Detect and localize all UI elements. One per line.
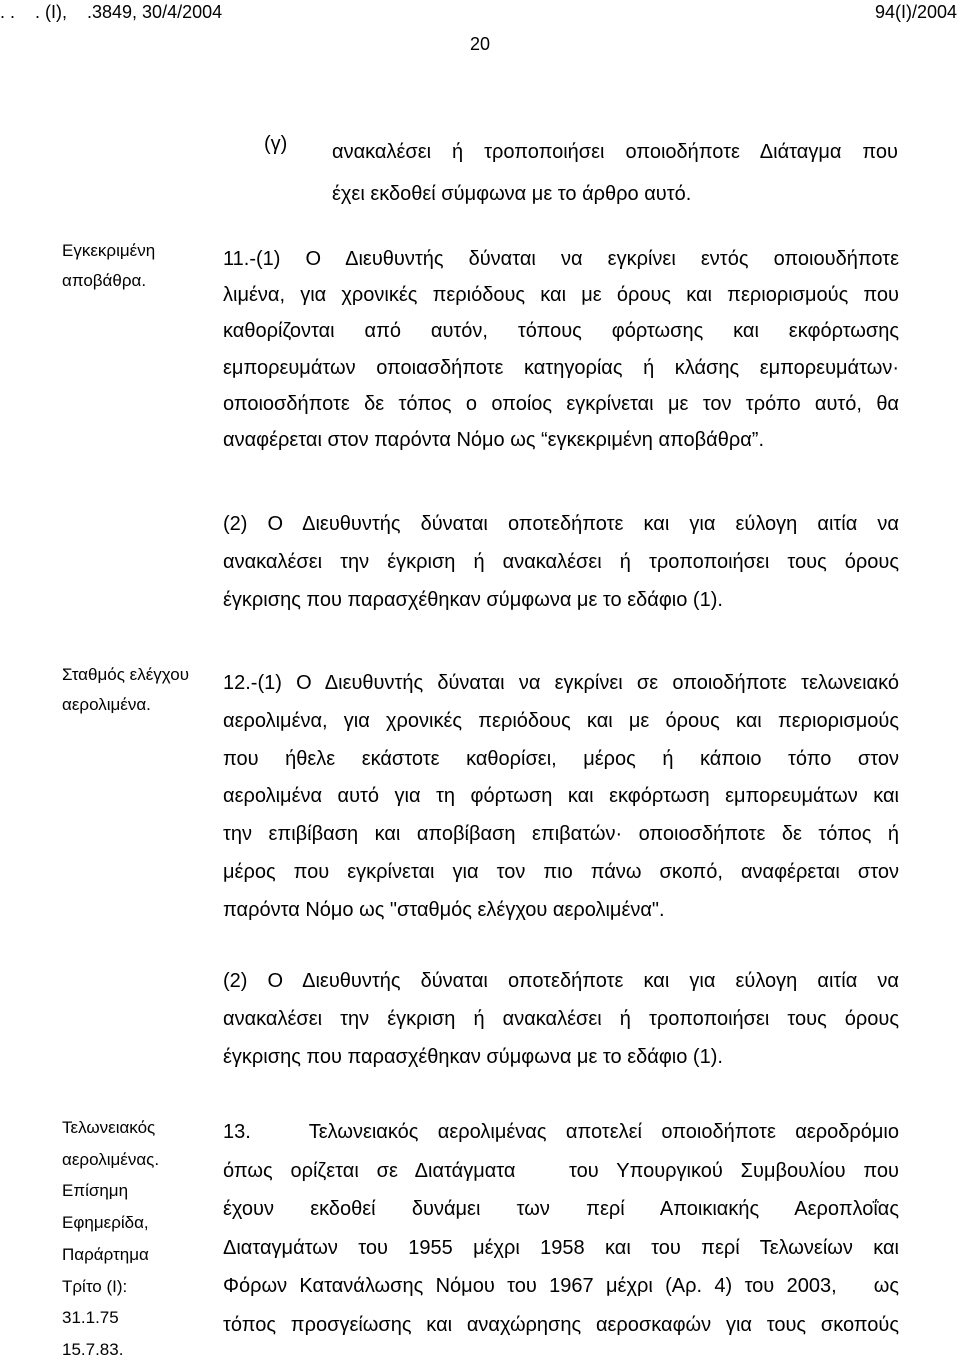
marginal-line: Τελωνειακός xyxy=(62,1118,156,1137)
text-line: Διαταγμάτων του 1955 μέχρι 1958 και του περί Τελωνείων και xyxy=(223,1236,899,1259)
header-law-number: 94(Ι)/2004 xyxy=(874,2,957,22)
text-line: τόπος προσγείωσης και αναχώρησης αεροσκαφών για τους σκοπούς xyxy=(223,1313,899,1336)
marginal-line: Εφημερίδα, xyxy=(62,1213,149,1233)
section-13-paragraph-1 xyxy=(223,1113,899,1345)
marginal-line: αερολιμένα. xyxy=(62,695,151,714)
marginal-line: Σταθμός ελέγχου xyxy=(62,665,189,684)
marginal-line: 31.1.75 xyxy=(62,1308,119,1328)
text-line: 11.-(1) Ο Διευθυντής δύναται να εγκρίνει εντός οποιουδήποτε xyxy=(223,248,899,270)
marginal-line: Τρίτο (Ι): xyxy=(62,1276,128,1296)
text-line: όπως ορίζεται σε Διατάγματα του Υπουργικού Συμβουλίου που xyxy=(223,1159,899,1182)
marginal-line: αερολιμένας. xyxy=(62,1149,160,1169)
text-line: εμπορευμάτων οποιασδήποτε κατηγορίας ή κλάσης εμπορευμάτων· xyxy=(223,356,899,379)
text-line: έχει εκδοθεί σύμφωνα με το άρθρο αυτό. xyxy=(332,183,692,205)
text-line: έγκρισης που παρασχέθηκαν σύμφωνα με το εδάφιο (1). xyxy=(223,589,723,611)
text-line: οποιοσδήποτε δε τόπος ο οποίος εγκρίνεται με τον τρόπο αυτό, θα xyxy=(223,392,899,415)
text-line: ανακαλέσει ή τροποποιήσει οποιοδήποτε Διάταγμα που xyxy=(332,141,898,163)
section-12-paragraph-2 xyxy=(223,962,899,1076)
section-12-paragraph-1 xyxy=(223,665,899,930)
text-line: μέρος που εγκρίνεται για τον πιο πάνω σκοπό, αναφέρεται στον xyxy=(223,860,899,883)
marginal-line: Παράρτημα xyxy=(62,1244,149,1264)
item-g-text xyxy=(332,131,898,215)
text-line: καθορίζονται από αυτόν, τόπους φόρτωσης και εκφόρτωσης xyxy=(223,320,899,343)
text-line: που ήθελε εκάστοτε καθορίσει, μέρος ή κάποιο τόπο στον xyxy=(223,747,899,770)
item-g-label: (γ) xyxy=(264,133,288,155)
header-reference: . . . (Ι), .3849, 30/4/2004 xyxy=(0,2,223,22)
text-line: ανακαλέσει την έγκριση ή ανακαλέσει ή τροποποιήσει τους όρους xyxy=(223,1008,899,1030)
page-number: 20 xyxy=(469,34,491,54)
text-line: ανακαλέσει την έγκριση ή ανακαλέσει ή τροποποιήσει τους όρους xyxy=(223,551,899,573)
text-line: αερολιμένα αυτό για τη φόρτωση και εκφόρτωση εμπορευμάτων και xyxy=(223,785,899,808)
text-line: λιμένα, για χρονικές περιόδους και με όρους και περιορισμούς που xyxy=(223,284,899,307)
section-12-marginal-note xyxy=(62,660,189,720)
text-line: αναφέρεται στον παρόντα Νόμο ως “εγκεκριμένη αποβάθρα”. xyxy=(223,429,764,452)
text-line: 12.-(1) Ο Διευθυντής δύναται να εγκρίνει σε οποιοδήποτε τελωνειακό xyxy=(223,672,899,694)
text-line: έγκρισης που παρασχέθηκαν σύμφωνα με το εδάφιο (1). xyxy=(223,1046,723,1068)
text-line: αερολιμένα, για χρονικές περιόδους και με όρους και περιορισμούς xyxy=(223,709,899,732)
text-line: (2) Ο Διευθυντής δύναται οποτεδήποτε και για εύλογη αιτία να xyxy=(223,513,899,535)
text-line: 13. Τελωνειακός αερολιμένας αποτελεί οποιοδήποτε αεροδρόμιο xyxy=(223,1121,899,1143)
text-line: έχουν εκδοθεί δυνάμει των περί Αποικιακής Αεροπλοΐας xyxy=(223,1198,899,1221)
section-11-marginal-note xyxy=(62,236,155,296)
text-line: την επιβίβαση και αποβίβαση επιβατών· οποιοσδήποτε δε τόπος ή xyxy=(223,823,899,846)
marginal-line: αποβάθρα. xyxy=(62,271,147,290)
section-11-paragraph-1 xyxy=(223,241,899,458)
text-line: παρόντα Νόμο ως "σταθμός ελέγχου αερολιμένα". xyxy=(223,898,665,921)
section-13-marginal-note xyxy=(62,1112,159,1366)
text-line: Φόρων Κατανάλωσης Νόμου του 1967 μέχρι (Αρ. 4) του 2003, ως xyxy=(223,1275,899,1298)
text-line: (2) Ο Διευθυντής δύναται οποτεδήποτε και για εύλογη αιτία να xyxy=(223,970,899,992)
marginal-line: Επίσημη xyxy=(62,1181,129,1201)
section-11-paragraph-2 xyxy=(223,505,899,619)
marginal-line: 15.7.83. xyxy=(62,1339,124,1359)
marginal-line: Εγκεκριμένη xyxy=(62,241,156,260)
